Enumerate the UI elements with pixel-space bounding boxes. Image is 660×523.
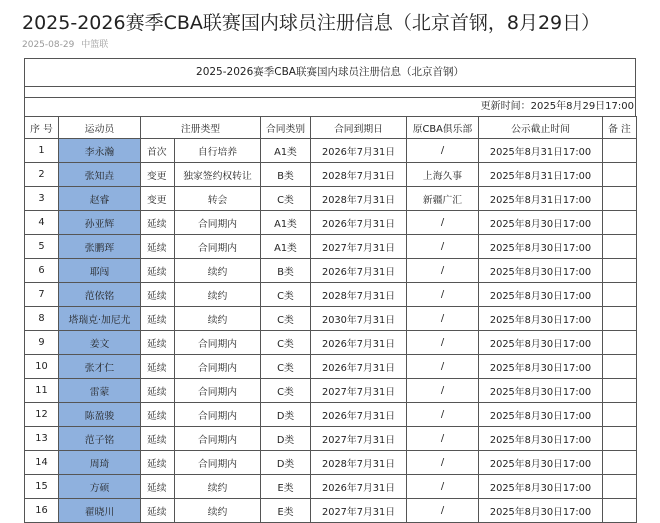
cell-publicity-deadline: 2025年8月30日17:00 — [479, 307, 603, 331]
publish-date: 2025-08-29 — [22, 40, 75, 50]
cell-contract-expiry: 2030年7月31日 — [311, 307, 407, 331]
cell-remarks — [603, 259, 637, 283]
update-time-row — [24, 97, 636, 116]
cell-former-club: 新疆广汇 — [407, 187, 479, 211]
update-time: 更新时间：2025年8月29日17:00 — [480, 101, 634, 112]
cell-remarks — [603, 307, 637, 331]
cell-registration: 延续 — [141, 427, 175, 451]
table-row — [25, 163, 637, 187]
header-publicity-deadline: 公示截止时间 — [479, 117, 603, 139]
page-title: 2025-2026赛季CBA联赛国内球员注册信息（北京首钢，8月29日） — [22, 12, 601, 34]
cell-registration: 延续 — [141, 331, 175, 355]
cell-remarks — [603, 211, 637, 235]
cell-contract-expiry: 2026年7月31日 — [311, 403, 407, 427]
cell-index: 15 — [25, 475, 59, 499]
cell-contract-class: D类 — [261, 403, 311, 427]
table-row — [25, 331, 637, 355]
cell-former-club: / — [407, 259, 479, 283]
cell-registration-detail: 自行培养 — [175, 139, 261, 163]
cell-contract-expiry: 2026年7月31日 — [311, 355, 407, 379]
cell-registration: 首次 — [141, 139, 175, 163]
table-row — [25, 499, 637, 523]
cell-contract-expiry: 2026年7月31日 — [311, 139, 407, 163]
cell-player: 范依铭 — [59, 283, 141, 307]
cell-index: 2 — [25, 163, 59, 187]
cell-contract-expiry: 2027年7月31日 — [311, 379, 407, 403]
cell-contract-class: C类 — [261, 355, 311, 379]
cell-registration: 延续 — [141, 379, 175, 403]
cell-registration: 延续 — [141, 307, 175, 331]
registration-table — [24, 116, 637, 523]
cell-remarks — [603, 331, 637, 355]
cell-player: 姜文 — [59, 331, 141, 355]
cell-player: 方硕 — [59, 475, 141, 499]
cell-index: 12 — [25, 403, 59, 427]
cell-index: 9 — [25, 331, 59, 355]
cell-contract-class: A1类 — [261, 139, 311, 163]
cell-contract-expiry: 2027年7月31日 — [311, 499, 407, 523]
cell-former-club: / — [407, 499, 479, 523]
cell-remarks — [603, 187, 637, 211]
cell-registration-detail: 合同期内 — [175, 211, 261, 235]
cell-registration-detail: 合同期内 — [175, 235, 261, 259]
cell-contract-class: B类 — [261, 259, 311, 283]
table-row — [25, 211, 637, 235]
cell-contract-class: C类 — [261, 379, 311, 403]
cell-publicity-deadline: 2025年8月30日17:00 — [479, 499, 603, 523]
cell-publicity-deadline: 2025年8月31日17:00 — [479, 187, 603, 211]
cell-remarks — [603, 499, 637, 523]
cell-publicity-deadline: 2025年8月30日17:00 — [479, 451, 603, 475]
cell-player: 张才仁 — [59, 355, 141, 379]
header-former-club: 原CBA俱乐部 — [407, 117, 479, 139]
cell-remarks — [603, 355, 637, 379]
cell-registration-detail: 合同期内 — [175, 379, 261, 403]
cell-player: 周琦 — [59, 451, 141, 475]
cell-publicity-deadline: 2025年8月30日17:00 — [479, 355, 603, 379]
cell-contract-expiry: 2028年7月31日 — [311, 163, 407, 187]
cell-contract-expiry: 2027年7月31日 — [311, 427, 407, 451]
cell-former-club: / — [407, 139, 479, 163]
cell-contract-class: A1类 — [261, 235, 311, 259]
cell-remarks — [603, 139, 637, 163]
cell-index: 14 — [25, 451, 59, 475]
header-remarks: 备 注 — [603, 117, 637, 139]
cell-contract-class: C类 — [261, 187, 311, 211]
header-player: 运动员 — [59, 117, 141, 139]
cell-registration-detail: 续约 — [175, 499, 261, 523]
cell-player: 塔瑞克·加尼尤 — [59, 307, 141, 331]
cell-remarks — [603, 475, 637, 499]
cell-contract-expiry: 2026年7月31日 — [311, 475, 407, 499]
cell-player: 陈盈骏 — [59, 403, 141, 427]
cell-registration-detail: 合同期内 — [175, 403, 261, 427]
table-row — [25, 355, 637, 379]
cell-index: 11 — [25, 379, 59, 403]
cell-player: 李永瀚 — [59, 139, 141, 163]
table-row — [25, 259, 637, 283]
cell-former-club: / — [407, 403, 479, 427]
cell-index: 8 — [25, 307, 59, 331]
header-registration-type: 注册类型 — [141, 117, 261, 139]
header-contract-expiry: 合同到期日 — [311, 117, 407, 139]
table-row — [25, 187, 637, 211]
cell-former-club: / — [407, 211, 479, 235]
cell-player: 雷蒙 — [59, 379, 141, 403]
article-meta — [22, 37, 112, 50]
cell-former-club: / — [407, 355, 479, 379]
cell-registration-detail: 合同期内 — [175, 355, 261, 379]
cell-index: 3 — [25, 187, 59, 211]
cell-former-club: / — [407, 283, 479, 307]
cell-former-club: 上海久事 — [407, 163, 479, 187]
cell-former-club: / — [407, 235, 479, 259]
cell-remarks — [603, 235, 637, 259]
source-label: 中篮联 — [81, 40, 109, 50]
cell-former-club: / — [407, 331, 479, 355]
cell-contract-expiry: 2028年7月31日 — [311, 187, 407, 211]
table-row — [25, 307, 637, 331]
cell-publicity-deadline: 2025年8月31日17:00 — [479, 163, 603, 187]
cell-index: 4 — [25, 211, 59, 235]
cell-publicity-deadline: 2025年8月30日17:00 — [479, 379, 603, 403]
cell-publicity-deadline: 2025年8月30日17:00 — [479, 331, 603, 355]
cell-player: 张知垚 — [59, 163, 141, 187]
cell-registration-detail: 续约 — [175, 307, 261, 331]
cell-index: 6 — [25, 259, 59, 283]
cell-contract-expiry: 2027年7月31日 — [311, 235, 407, 259]
table-row — [25, 403, 637, 427]
cell-registration: 变更 — [141, 163, 175, 187]
cell-registration: 延续 — [141, 403, 175, 427]
cell-contract-class: C类 — [261, 283, 311, 307]
cell-former-club: / — [407, 427, 479, 451]
cell-registration-detail: 续约 — [175, 259, 261, 283]
cell-registration: 延续 — [141, 283, 175, 307]
cell-registration-detail: 合同期内 — [175, 451, 261, 475]
cell-index: 10 — [25, 355, 59, 379]
cell-remarks — [603, 163, 637, 187]
table-row — [25, 475, 637, 499]
cell-player: 赵睿 — [59, 187, 141, 211]
cell-contract-expiry: 2026年7月31日 — [311, 331, 407, 355]
cell-remarks — [603, 403, 637, 427]
header-contract-class: 合同类别 — [261, 117, 311, 139]
cell-registration-detail: 转会 — [175, 187, 261, 211]
cell-registration: 延续 — [141, 211, 175, 235]
table-row — [25, 283, 637, 307]
cell-contract-class: C类 — [261, 307, 311, 331]
table-row — [25, 235, 637, 259]
cell-publicity-deadline: 2025年8月30日17:00 — [479, 283, 603, 307]
cell-publicity-deadline: 2025年8月31日17:00 — [479, 139, 603, 163]
cell-index: 13 — [25, 427, 59, 451]
cell-contract-class: D类 — [261, 451, 311, 475]
cell-publicity-deadline: 2025年8月30日17:00 — [479, 403, 603, 427]
cell-index: 16 — [25, 499, 59, 523]
table-row — [25, 379, 637, 403]
cell-contract-expiry: 2028年7月31日 — [311, 451, 407, 475]
cell-publicity-deadline: 2025年8月30日17:00 — [479, 427, 603, 451]
cell-index: 7 — [25, 283, 59, 307]
table-header-row — [25, 117, 637, 139]
cell-publicity-deadline: 2025年8月30日17:00 — [479, 211, 603, 235]
cell-contract-class: A1类 — [261, 211, 311, 235]
cell-registration: 延续 — [141, 451, 175, 475]
sheet-spacer — [24, 86, 636, 97]
cell-contract-class: E类 — [261, 499, 311, 523]
cell-registration: 延续 — [141, 475, 175, 499]
cell-player: 翟晓川 — [59, 499, 141, 523]
cell-contract-class: D类 — [261, 427, 311, 451]
cell-contract-class: E类 — [261, 475, 311, 499]
cell-contract-expiry: 2026年7月31日 — [311, 211, 407, 235]
cell-registration: 延续 — [141, 499, 175, 523]
cell-former-club: / — [407, 379, 479, 403]
cell-former-club: / — [407, 307, 479, 331]
cell-registration-detail: 合同期内 — [175, 427, 261, 451]
cell-former-club: / — [407, 451, 479, 475]
cell-registration-detail: 续约 — [175, 283, 261, 307]
table-row — [25, 427, 637, 451]
cell-registration: 延续 — [141, 355, 175, 379]
cell-publicity-deadline: 2025年8月30日17:00 — [479, 235, 603, 259]
cell-contract-class: C类 — [261, 331, 311, 355]
sheet-title: 2025-2026赛季CBA联赛国内球员注册信息（北京首钢） — [24, 58, 636, 86]
registration-sheet — [24, 58, 636, 523]
cell-registration: 延续 — [141, 235, 175, 259]
table-row — [25, 451, 637, 475]
cell-contract-class: B类 — [261, 163, 311, 187]
cell-player: 孙亚辉 — [59, 211, 141, 235]
cell-player: 范子铭 — [59, 427, 141, 451]
cell-player: 耶闯 — [59, 259, 141, 283]
cell-contract-expiry: 2026年7月31日 — [311, 259, 407, 283]
cell-publicity-deadline: 2025年8月30日17:00 — [479, 259, 603, 283]
cell-remarks — [603, 283, 637, 307]
cell-former-club: / — [407, 475, 479, 499]
cell-registration-detail: 续约 — [175, 475, 261, 499]
cell-index: 1 — [25, 139, 59, 163]
table-row — [25, 139, 637, 163]
cell-registration-detail: 合同期内 — [175, 331, 261, 355]
cell-contract-expiry: 2028年7月31日 — [311, 283, 407, 307]
cell-registration: 变更 — [141, 187, 175, 211]
cell-index: 5 — [25, 235, 59, 259]
header-index: 序 号 — [25, 117, 59, 139]
cell-remarks — [603, 427, 637, 451]
cell-player: 张鹏珲 — [59, 235, 141, 259]
cell-remarks — [603, 451, 637, 475]
cell-registration-detail: 独家签约权转让 — [175, 163, 261, 187]
cell-remarks — [603, 379, 637, 403]
cell-registration: 延续 — [141, 259, 175, 283]
cell-publicity-deadline: 2025年8月30日17:00 — [479, 475, 603, 499]
